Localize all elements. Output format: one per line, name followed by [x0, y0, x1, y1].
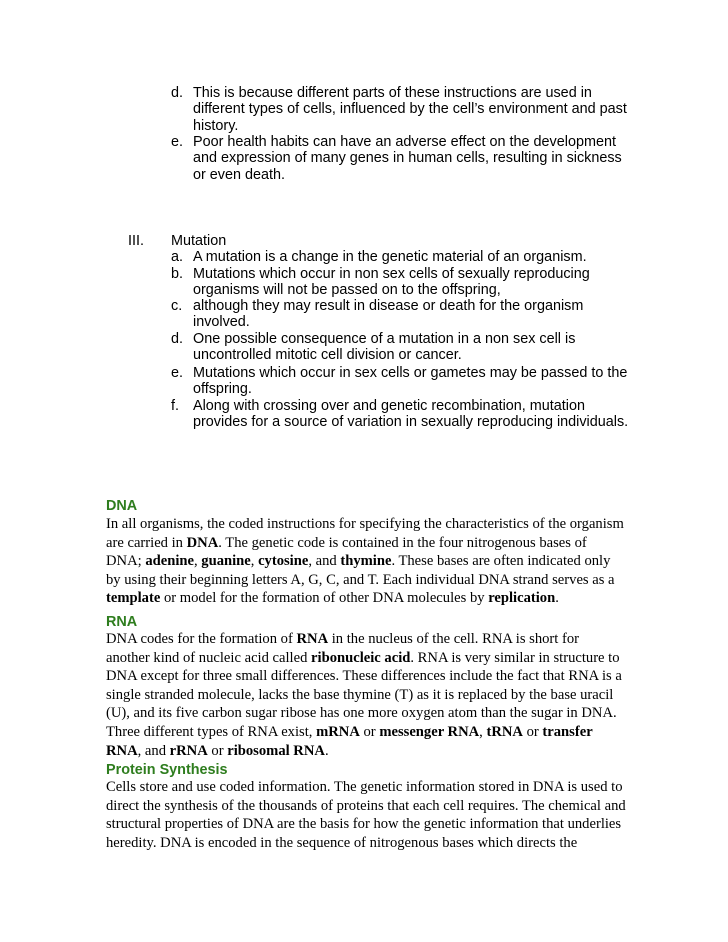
- rna-paragraph: DNA codes for the formation of RNA in the nucleus of the cell. RNA is short for another kind of nucleic acid called ribonucleic acid. RNA is very similar in structure to DNA except for three small differences. These differences include the fact that RNA is a single stranded molecule, lacks the base thymine (T) as it is replaced by the base uracil (U), and its five carbon sugar ribose has one more oxygen atom than the sugar in DNA. Three different types of RNA exist, mRNA or messenger RNA, tRNA or transfer RNA, and rRNA or ribosomal RNA.: [106, 631, 622, 759]
- list-item: [171, 331, 631, 364]
- list-text: One possible consequence of a mutation in a non sex cell is uncontrolled mitotic cell division or cancer.: [193, 331, 576, 364]
- list-marker: e.: [171, 134, 184, 150]
- dna-heading: DNA: [106, 498, 138, 514]
- list-text: Mutations which occur in sex cells or gametes may be passed to the offspring.: [193, 365, 628, 398]
- dna-paragraph: In all organisms, the coded instructions for specifying the characteristics of the organism are carried in DNA. The genetic code is contained in the four nitrogenous bases of DNA; adenine, guanine, cytosine, and thymine. These bases are often indicated only by using their beginning letters A, G, C, and T. Each individual DNA strand serves as a template or model for the formation of other DNA molecules by replication.: [106, 516, 624, 607]
- protein-heading: Protein Synthesis: [106, 762, 228, 778]
- list-marker: c.: [171, 298, 183, 314]
- list-marker: d.: [171, 331, 184, 347]
- list-item: [171, 266, 631, 299]
- list-item: [171, 398, 631, 431]
- list-marker: a.: [171, 249, 184, 265]
- list-item: [171, 365, 631, 398]
- list-marker: b.: [171, 266, 184, 282]
- rna-heading: RNA: [106, 614, 138, 630]
- section-title: Mutation: [171, 233, 227, 249]
- list-marker: e.: [171, 365, 184, 381]
- list-item-e: [171, 134, 631, 183]
- section-numeral: III.: [128, 233, 144, 249]
- list-text: This is because different parts of these instructions are used in different types of cells, influenced by the cell’s environment and past history.: [193, 85, 627, 134]
- list-text: A mutation is a change in the genetic material of an organism.: [193, 249, 587, 265]
- list-marker: d.: [171, 85, 184, 101]
- list-item: [171, 298, 631, 331]
- list-item: [171, 249, 631, 265]
- list-item-d: [171, 85, 631, 134]
- protein-paragraph: Cells store and use coded information. The genetic information stored in DNA is used to direct the synthesis of the thousands of proteins that each cell requires. The chemical and structural properties of DNA are the basis for how the genetic information that underlies heredity. DNA is encoded in the sequence of nitrogenous bases which directs the: [106, 779, 626, 851]
- list-text: Mutations which occur in non sex cells of sexually reproducing organisms will not be passed on to the offspring,: [193, 266, 590, 299]
- list-text: although they may result in disease or death for the organism involved.: [193, 298, 584, 331]
- list-text: Poor health habits can have an adverse effect on the development and expression of many genes in human cells, resulting in sickness or even death.: [193, 134, 622, 183]
- list-text: Along with crossing over and genetic recombination, mutation provides for a source of variation in sexually reproducing individuals.: [193, 398, 629, 431]
- list-marker: f.: [171, 398, 179, 414]
